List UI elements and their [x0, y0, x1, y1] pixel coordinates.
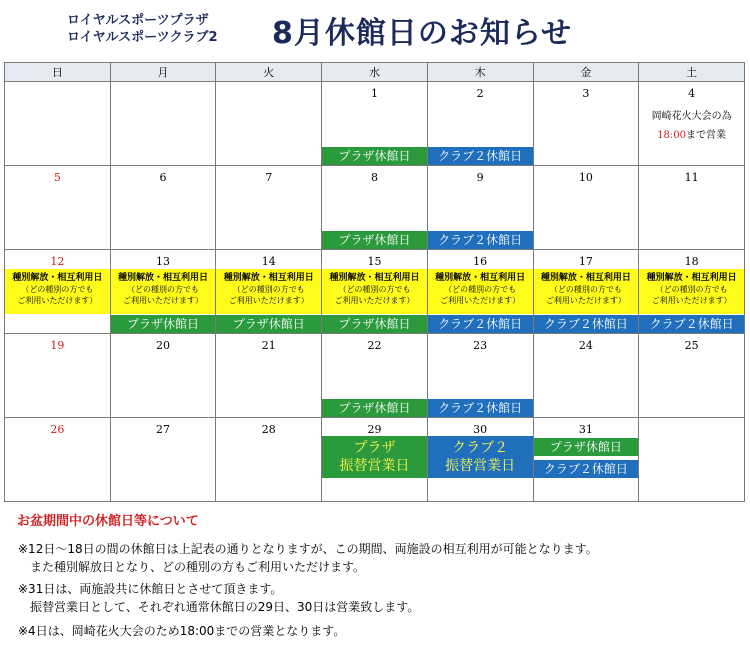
club-closed-badge: クラブ２休館日 [534, 315, 639, 333]
day-cell-6 [110, 166, 216, 250]
day-number: 17 [578, 255, 593, 268]
empty-cell [5, 82, 111, 166]
mutual-use-note [428, 269, 533, 314]
mutual-line1: 種別解放・相互利用日 [540, 273, 631, 283]
day-number: 4 [688, 87, 696, 100]
club-substitute-open-badge [428, 436, 533, 478]
mutual-line2: （どの種別の方でも [338, 285, 411, 294]
day-cell-12 [5, 250, 111, 334]
day-cell-28 [216, 418, 322, 502]
day-cell-17 [533, 250, 639, 334]
day-cell-9 [427, 166, 533, 250]
day-number: 5 [53, 171, 61, 184]
day-cell-7 [216, 166, 322, 250]
day-cell-27 [110, 418, 216, 502]
day-number: 18 [684, 255, 699, 268]
mutual-use-note [534, 269, 639, 314]
mutual-line1: 種別解放・相互利用日 [329, 273, 420, 283]
day-number: 27 [156, 423, 171, 436]
empty-cell [216, 82, 322, 166]
mutual-use-note [111, 269, 216, 314]
club-closed-badge: クラブ２休館日 [428, 147, 533, 165]
plaza-subst-line1: プラザ [353, 440, 396, 456]
note-line: ※4日は、岡崎花火大会のため18:00までの営業となります。 [18, 624, 346, 638]
mutual-line2: （どの種別の方でも [21, 285, 94, 294]
day-number: 16 [473, 255, 488, 268]
day-cell-22 [322, 334, 428, 418]
day-number: 19 [50, 339, 65, 352]
day-cell-20 [110, 334, 216, 418]
day-cell-26 [5, 418, 111, 502]
day-number: 14 [261, 255, 276, 268]
day-cell-13 [110, 250, 216, 334]
club-subst-line2: 振替営業日 [445, 458, 516, 474]
day-number: 28 [261, 423, 276, 436]
mutual-line1: 種別解放・相互利用日 [435, 273, 526, 283]
fireworks-time: 18:00 [657, 130, 687, 141]
day-cell-30 [427, 418, 533, 502]
mutual-use-note [639, 269, 744, 314]
day-cell-10 [533, 166, 639, 250]
brand-names [67, 12, 267, 46]
plaza-closed-badge: プラザ休館日 [322, 147, 427, 165]
day-cell-14 [216, 250, 322, 334]
club-closed-badge: クラブ２休館日 [428, 315, 533, 333]
day-cell-18 [639, 250, 745, 334]
mutual-line2: （どの種別の方でも [127, 285, 200, 294]
club-closed-badge: クラブ２休館日 [639, 315, 744, 333]
weekday-mon: 月 [110, 63, 216, 82]
mutual-line1: 種別解放・相互利用日 [223, 273, 314, 283]
mutual-line2: （どの種別の方でも [444, 285, 517, 294]
empty-cell [110, 82, 216, 166]
day-cell-4 [639, 82, 745, 166]
note-line: ※12日〜18日の間の休館日は上記表の通りとなりますが、この期間、両施設の相互利用が可能となります。 [18, 542, 598, 556]
day-cell-1 [322, 82, 428, 166]
day-cell-5 [5, 166, 111, 250]
plaza-closed-badge: プラザ休館日 [322, 315, 427, 333]
fireworks-line2 [639, 126, 744, 145]
day-cell-3 [533, 82, 639, 166]
mutual-line3: ご利用いただけます） [334, 296, 415, 305]
mutual-line3: ご利用いただけます） [545, 296, 626, 305]
day-number: 23 [473, 339, 488, 352]
day-cell-15 [322, 250, 428, 334]
plaza-closed-badge: プラザ休館日 [534, 438, 639, 456]
mutual-line3: ご利用いただけます） [651, 296, 732, 305]
weekday-sun: 日 [5, 63, 111, 82]
day-number: 26 [50, 423, 65, 436]
day-number: 30 [473, 423, 488, 436]
day-number: 11 [684, 171, 699, 184]
week-row [5, 166, 745, 250]
plaza-closed-badge: プラザ休館日 [322, 399, 427, 417]
day-number: 20 [156, 339, 171, 352]
mutual-line3: ご利用いただけます） [17, 296, 98, 305]
day-number: 3 [582, 87, 590, 100]
day-number: 21 [261, 339, 276, 352]
page-title: 8月休館日のお知らせ [272, 16, 572, 51]
day-number: 9 [476, 171, 484, 184]
week-row [5, 334, 745, 418]
weekday-fri: 金 [533, 63, 639, 82]
mutual-line3: ご利用いただけます） [440, 296, 521, 305]
fireworks-line1: 岡崎花火大会の為 [651, 111, 732, 122]
club-subst-line1: クラブ２ [452, 440, 509, 456]
notes-heading: お盆期間中の休館日等について [17, 514, 199, 529]
plaza-closed-badge: プラザ休館日 [322, 231, 427, 249]
day-cell-29 [322, 418, 428, 502]
day-number: 8 [370, 171, 378, 184]
day-cell-19 [5, 334, 111, 418]
day-cell-24 [533, 334, 639, 418]
day-cell-21 [216, 334, 322, 418]
week-row [5, 82, 745, 166]
weekday-sat: 土 [639, 63, 745, 82]
day-number: 29 [367, 423, 382, 436]
mutual-line2: （どの種別の方でも [232, 285, 305, 294]
brand-club: ロイヤルスポーツクラブ2 [67, 30, 218, 45]
day-cell-31 [533, 418, 639, 502]
plaza-closed-badge: プラザ休館日 [216, 315, 321, 333]
mutual-line1: 種別解放・相互利用日 [12, 273, 103, 283]
day-number: 10 [578, 171, 593, 184]
note-line: ※31日は、両施設共に休館日とさせて頂きます。 [18, 582, 283, 596]
mutual-line1: 種別解放・相互利用日 [118, 273, 209, 283]
day-cell-25 [639, 334, 745, 418]
day-number: 1 [370, 87, 378, 100]
club-closed-badge: クラブ２休館日 [428, 399, 533, 417]
mutual-line3: ご利用いただけます） [228, 296, 309, 305]
weekday-header-row [5, 63, 745, 82]
weekday-wed: 水 [322, 63, 428, 82]
day-number: 2 [476, 87, 484, 100]
day-cell-16 [427, 250, 533, 334]
club-closed-badge: クラブ２休館日 [534, 460, 639, 478]
fireworks-until: まで営業 [686, 130, 727, 141]
day-number: 13 [156, 255, 171, 268]
day-number: 31 [578, 423, 593, 436]
mutual-line3: ご利用いただけます） [123, 296, 204, 305]
weekday-thu: 木 [427, 63, 533, 82]
week-row [5, 418, 745, 502]
mutual-line1: 種別解放・相互利用日 [646, 273, 737, 283]
day-number: 22 [367, 339, 382, 352]
week-row [5, 250, 745, 334]
day-number: 15 [367, 255, 382, 268]
mutual-use-note [5, 269, 110, 314]
mutual-line2: （どの種別の方でも [549, 285, 622, 294]
mutual-line2: （どの種別の方でも [655, 285, 728, 294]
day-number: 7 [265, 171, 273, 184]
day-cell-23 [427, 334, 533, 418]
day-number: 6 [159, 171, 167, 184]
fireworks-note [639, 107, 744, 145]
day-cell-11 [639, 166, 745, 250]
mutual-use-note [322, 269, 427, 314]
note-line: また種別解放日となり、どの種別の方もご利用いただけます。 [18, 560, 366, 574]
note-line: 振替営業日として、それぞれ通常休館日の29日、30日は営業致します。 [18, 600, 420, 614]
plaza-closed-badge: プラザ休館日 [111, 315, 216, 333]
day-cell-8 [322, 166, 428, 250]
calendar-grid [4, 62, 745, 502]
empty-cell [639, 418, 745, 502]
day-cell-2 [427, 82, 533, 166]
weekday-tue: 火 [216, 63, 322, 82]
plaza-subst-line2: 振替営業日 [339, 458, 410, 474]
day-number: 24 [578, 339, 593, 352]
plaza-substitute-open-badge [322, 436, 427, 478]
brand-plaza: ロイヤルスポーツプラザ [67, 13, 209, 28]
day-number: 12 [50, 255, 65, 268]
mutual-use-note [216, 269, 321, 314]
club-closed-badge: クラブ２休館日 [428, 231, 533, 249]
day-number: 25 [684, 339, 699, 352]
